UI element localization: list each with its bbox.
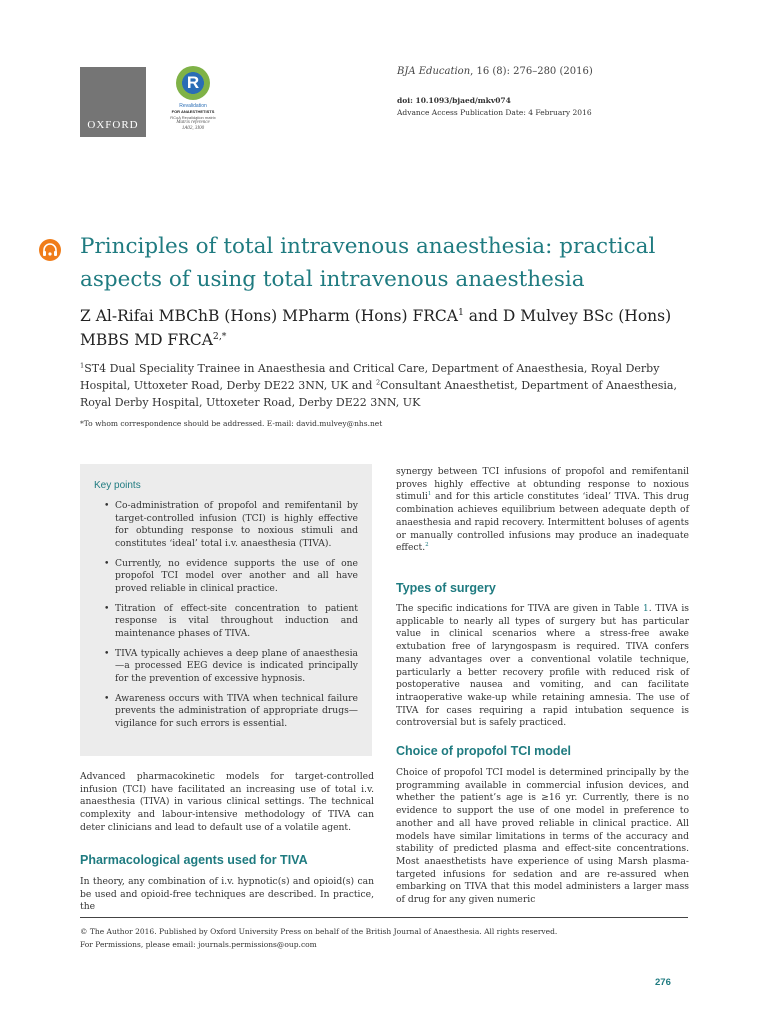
- journal-citation: [397, 66, 593, 77]
- journal-name: BJA Education: [397, 66, 471, 77]
- author-1: Z Al-Rifai MBChB (Hons) MPharm (Hons) FRCA: [80, 307, 458, 325]
- affil-1-mark: 1: [80, 361, 85, 370]
- oxford-logo-text: OXFORD: [87, 119, 139, 131]
- surgery-text-b: . TIVA is applicable to nearly all types of surgery but has particular value in clinical scenarios where a stress-free awake extubation free of laryngospasm is required. TIVA confers many advantages over a conventional volatile technique, particularly a better recovery profile with reduced risk of postoperative nausea and vomiting, and can facilitate intraoperative wake-up while retaining amnesia. The use of TIVA for cases requiring a rapid intubation sequence is controversial but is safely practiced.: [396, 603, 689, 729]
- key-point-item: • Co-administration of propofol and remifentanil by target-controlled infusion (TCI) is highly effective for obtunding response to noxious stimuli and constitutes ‘ideal’ total i.v. anaesthesia (TIVA).: [108, 500, 358, 550]
- oxford-logo: [80, 67, 146, 137]
- key-point-item: • Titration of effect-site concentration to patient response is vital throughout induction and maintenance phases of TIVA.: [108, 603, 358, 641]
- key-points-list: [94, 500, 358, 730]
- correspondence-note: *To whom correspondence should be addressed. E-mail: david.mulvey@nhs.net: [80, 419, 383, 428]
- copyright-notice: © The Author 2016. Published by Oxford University Press on behalf of the British Journal of Anaesthesia. All rights reserved.: [80, 927, 558, 936]
- doi[interactable]: doi: 10.1093/bjaed/mkv074: [397, 96, 511, 105]
- revalidation-line5: 1A02, 3I00: [181, 126, 205, 131]
- affiliations: [80, 360, 700, 411]
- propofol-model-text: Choice of propofol TCI model is determined principally by the programming available in commercial infusion devices, and whether the patient’s age is ≥16 yr. Currently, there is no evidence to support the use of one model in preference to another and all have proved reliable in clinical practice. All models have similar limitations in terms of the accuracy and stability of predicted plasma and effect-site concentrations. Most anaesthetists have experience of using Marsh plasma-targeted infusions for sedation and are re-assured when embarking on TIVA that this model administers a larger mass of drug for any given numeric: [396, 767, 689, 906]
- heading-pharmacological-agents: Pharmacological agents used for TIVA: [80, 853, 308, 867]
- key-point-item: • Awareness occurs with TIVA when technical failure prevents the administration of appropriate drugs—vigilance for such errors is essential.: [108, 693, 358, 731]
- citation-2[interactable]: 2: [425, 542, 429, 549]
- publication-date: Advance Access Publication Date: 4 February 2016: [397, 108, 592, 117]
- footer-divider: [80, 917, 688, 918]
- key-point-item: • TIVA typically achieves a deep plane of anaesthesia—a processed EEG device is indicated principally for the prevention of excessive hypnosis.: [108, 648, 358, 686]
- author-2: and D Mulvey BSc (Hons) MBBS MD FRCA: [80, 307, 672, 349]
- citation-1[interactable]: 1: [427, 491, 432, 498]
- affil-2-text: Consultant Anaesthetist, Department of Anaesthesia, Royal Derby Hospital, Uttoxeter Road, Derby DE22 3NN, UK: [80, 379, 677, 409]
- revalidation-r-icon: R: [176, 66, 210, 100]
- revalidation-line3: RCoA Revalidation matrix: [170, 115, 216, 120]
- synergy-text-a: synergy between TCI infusions of propofol and remifentanil proves highly effective at obtunding response to noxious stimuli: [396, 466, 689, 503]
- key-points-title: Key points: [94, 480, 141, 491]
- page-number: 276: [655, 977, 671, 988]
- intro-text: Advanced pharmacokinetic models for target-controlled infusion (TCI) have facilitated an increasing use of total i.v. anaesthesia (TIVA) in various clinical settings. The technical complexity and labour-intensive methodology of TIVA can deter clinicians and lead to default use of a volatile agent.: [80, 771, 374, 833]
- author-1-affil-mark: 1: [457, 306, 464, 318]
- journal-volume: , 16 (8): 276–280 (2016): [470, 66, 593, 77]
- revalidation-line4: Matrix reference: [176, 120, 210, 125]
- table-1-link[interactable]: 1: [642, 603, 649, 614]
- pharmacological-paragraph: [80, 876, 374, 914]
- revalidation-line1: Revalidation: [179, 103, 207, 109]
- affil-2-mark: 2: [375, 378, 381, 387]
- surgery-text-a: The specific indications for TIVA are given in Table: [396, 603, 643, 614]
- author-2-affil-mark: 2,*: [212, 330, 227, 342]
- podcast-headphones-icon[interactable]: [38, 238, 62, 262]
- revalidation-logo: [162, 66, 224, 150]
- heading-choice-of-propofol-model: Choice of propofol TCI model: [396, 744, 571, 758]
- intro-paragraph: [80, 771, 374, 835]
- pharmacological-text: In theory, any combination of i.v. hypnotic(s) and opioid(s) can be used and opioid-free techniques are described. In practice, the: [80, 876, 374, 913]
- synergy-text-b: and for this article constitutes ‘ideal’ TIVA. This drug combination achieves equilibrium between adequate depth of anaesthesia and rapid recovery. Intermittent boluses of agents or manually controlled infusions may produce an inadequate effect.: [396, 491, 689, 554]
- affil-1-text: ST4 Dual Speciality Trainee in Anaesthesia and Critical Care, Department of Anaesthesia, Royal Derby Hospital, Uttoxeter Road, Derby DE22 3NN, UK and: [80, 362, 660, 392]
- synergy-paragraph: [396, 466, 689, 555]
- heading-types-of-surgery: Types of surgery: [396, 581, 496, 595]
- key-point-item: • Currently, no evidence supports the use of one propofol TCI model over another and all have proved reliable in clinical practice.: [108, 558, 358, 596]
- propofol-model-paragraph: [396, 767, 689, 907]
- author-list: [80, 304, 720, 352]
- types-of-surgery-paragraph: [396, 603, 689, 730]
- revalidation-line2: FOR ANAESTHETISTS: [171, 109, 215, 114]
- permissions-notice: For Permissions, please email: journals.permissions@oup.com: [80, 940, 317, 949]
- article-title: Principles of total intravenous anaesthesia: practical aspects of using total intravenous anaesthesia: [80, 234, 656, 292]
- key-points-box: [80, 464, 372, 756]
